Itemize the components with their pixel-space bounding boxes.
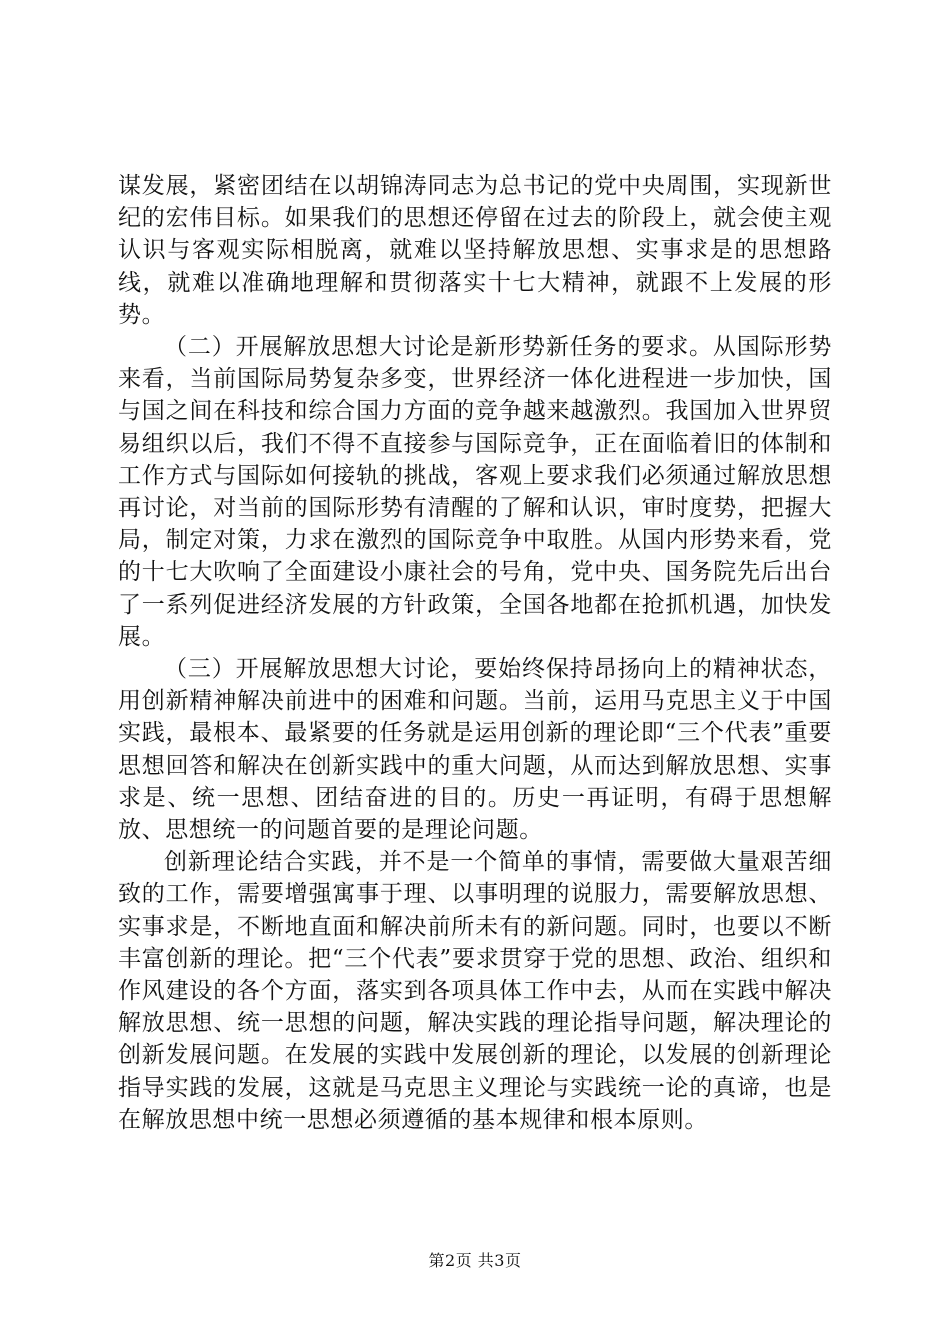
- paragraph-continuation: 谋发展，紧密团结在以胡锦涛同志为总书记的党中央周围，实现新世纪的宏伟目标。如果我们的思想还停留在过去的阶段上，就会使主观认识与客观实际相脱离，就难以坚持解放思想、实事求是的思想路线，就难以准确地理解和贯彻落实十七大精神，就跟不上发展的形势。: [118, 173, 832, 328]
- document-body: [118, 170, 832, 1136]
- paragraph-section-2: （二）开展解放思想大讨论是新形势新任务的要求。从国际形势来看，当前国际局势复杂多变，世界经济一体化进程进一步加快，国与国之间在科技和综合国力方面的竞争越来越激烈。我国加入世界贸易组织以后，我们不得不直接参与国际竞争，正在面临着旧的体制和工作方式与国际如何接轨的挑战，客观上要求我们必须通过解放思想再讨论，对当前的国际形势有清醒的了解和认识，审时度势，把握大局，制定对策，力求在激烈的国际竞争中取胜。从国内形势来看，党的十七大吹响了全面建设小康社会的号角，党中央、国务院先后出台了一系列促进经济发展的方针政策，全国各地都在抢抓机遇，加快发展。: [118, 334, 832, 650]
- paragraph-section-3: （三）开展解放思想大讨论，要始终保持昂扬向上的精神状态，用创新精神解决前进中的困难和问题。当前，运用马克思主义于中国实践，最根本、最紧要的任务就是运用创新的理论即“三个代表”重要思想回答和解决在创新实践中的重大问题，从而达到解放思想、实事求是、统一思想、团结奋进的目的。历史一再证明，有碍于思想解放、思想统一的问题首要的是理论问题。: [118, 656, 832, 844]
- paragraph-innovation-theory: 创新理论结合实践，并不是一个简单的事情，需要做大量艰苦细致的工作，需要增强寓事于理、以事明理的说服力，需要解放思想、实事求是，不断地直面和解决前所未有的新问题。同时，也要以不断丰富创新的理论。把“三个代表”要求贯穿于党的思想、政治、组织和作风建设的各个方面，落实到各项具体工作中去，从而在实践中解决解放思想、统一思想的问题，解决实践的理论指导问题，解决理论的创新发展问题。在发展的实践中发展创新的理论，以发展的创新理论指导实践的发展，这就是马克思主义理论与实践统一论的真谛，也是在解放思想中统一思想必须遵循的基本规律和根本原则。: [118, 849, 832, 1133]
- page-number-footer: 第2页 共3页: [428, 1251, 522, 1270]
